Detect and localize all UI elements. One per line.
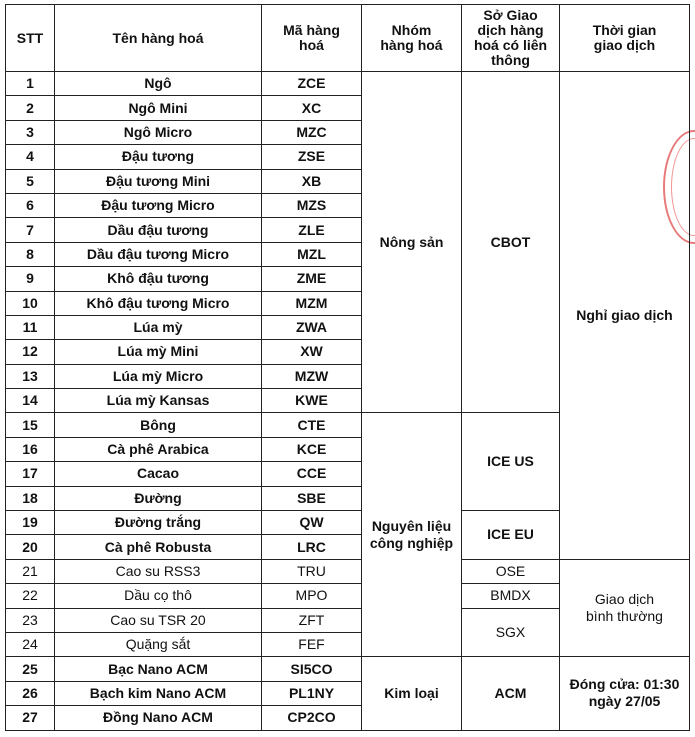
- row-code: QW: [262, 511, 362, 535]
- row-code: KWE: [262, 389, 362, 413]
- row-name: Lúa mỳ: [55, 315, 262, 339]
- header-group: Nhóm hàng hoá: [362, 5, 462, 72]
- row-name: Dầu cọ thô: [55, 584, 262, 608]
- row-stt: 14: [6, 389, 55, 413]
- row-name: Bạc Nano ACM: [55, 657, 262, 681]
- row-code: ZWA: [262, 315, 362, 339]
- row-name: Cao su RSS3: [55, 559, 262, 583]
- time-normal: Giao dịch bình thường: [560, 559, 690, 657]
- time-close: Đóng cửa: 01:30 ngày 27/05: [560, 657, 690, 730]
- row-code: MZM: [262, 291, 362, 315]
- row-code: KCE: [262, 437, 362, 461]
- row-code: ZSE: [262, 145, 362, 169]
- time-suspended: Nghỉ giao dịch: [560, 72, 690, 560]
- row-stt: 7: [6, 218, 55, 242]
- row-code: ZFT: [262, 608, 362, 632]
- row-code: MZW: [262, 364, 362, 388]
- exchange-cbot: CBOT: [462, 72, 560, 413]
- table-row: [6, 72, 690, 96]
- row-name: Cao su TSR 20: [55, 608, 262, 632]
- row-name: Lúa mỳ Kansas: [55, 389, 262, 413]
- row-stt: 25: [6, 657, 55, 681]
- row-stt: 15: [6, 413, 55, 437]
- row-code: ZME: [262, 267, 362, 291]
- row-code: SBE: [262, 486, 362, 510]
- row-name: Đường: [55, 486, 262, 510]
- row-code: ZLE: [262, 218, 362, 242]
- row-stt: 8: [6, 242, 55, 266]
- row-stt: 16: [6, 437, 55, 461]
- row-code: CCE: [262, 462, 362, 486]
- row-code: TRU: [262, 559, 362, 583]
- row-name: Ngô Micro: [55, 120, 262, 144]
- row-stt: 5: [6, 169, 55, 193]
- row-code: MZL: [262, 242, 362, 266]
- row-stt: 23: [6, 608, 55, 632]
- table-row: [6, 559, 690, 583]
- row-name: Cà phê Arabica: [55, 437, 262, 461]
- row-code: LRC: [262, 535, 362, 559]
- row-name: Lúa mỳ Mini: [55, 340, 262, 364]
- header-code: Mã hàng hoá: [262, 5, 362, 72]
- row-stt: 1: [6, 72, 55, 96]
- row-stt: 22: [6, 584, 55, 608]
- row-name: Ngô Mini: [55, 96, 262, 120]
- row-stt: 17: [6, 462, 55, 486]
- row-name: Lúa mỳ Micro: [55, 364, 262, 388]
- row-name: Đường trắng: [55, 511, 262, 535]
- row-name: Bông: [55, 413, 262, 437]
- row-code: SI5CO: [262, 657, 362, 681]
- row-name: Đậu tương: [55, 145, 262, 169]
- group-industrial: Nguyên liệu công nghiệp: [362, 413, 462, 657]
- exchange-sgx: SGX: [462, 608, 560, 657]
- exchange-bmdx: BMDX: [462, 584, 560, 608]
- row-name: Cà phê Robusta: [55, 535, 262, 559]
- row-code: CTE: [262, 413, 362, 437]
- row-stt: 4: [6, 145, 55, 169]
- row-name: Dầu đậu tương Micro: [55, 242, 262, 266]
- row-code: MPO: [262, 584, 362, 608]
- header-stt: STT: [6, 5, 55, 72]
- exchange-ice-us: ICE US: [462, 413, 560, 511]
- group-metal: Kim loại: [362, 657, 462, 730]
- header-row: [6, 5, 690, 72]
- row-stt: 11: [6, 315, 55, 339]
- row-stt: 2: [6, 96, 55, 120]
- row-stt: 18: [6, 486, 55, 510]
- row-code: XW: [262, 340, 362, 364]
- header-exchange: Sở Giao dịch hàng hoá có liên thông: [462, 5, 560, 72]
- row-name: Đậu tương Micro: [55, 193, 262, 217]
- exchange-ose: OSE: [462, 559, 560, 583]
- row-code: ZCE: [262, 72, 362, 96]
- header-name: Tên hàng hoá: [55, 5, 262, 72]
- row-stt: 21: [6, 559, 55, 583]
- row-code: PL1NY: [262, 681, 362, 705]
- exchange-acm: ACM: [462, 657, 560, 730]
- row-name: Cacao: [55, 462, 262, 486]
- row-name: Khô đậu tương Micro: [55, 291, 262, 315]
- row-stt: 27: [6, 706, 55, 730]
- table-row: [6, 657, 690, 681]
- row-name: Đồng Nano ACM: [55, 706, 262, 730]
- row-code: MZC: [262, 120, 362, 144]
- row-name: Bạch kim Nano ACM: [55, 681, 262, 705]
- group-agri: Nông sản: [362, 72, 462, 413]
- row-name: Quặng sắt: [55, 632, 262, 656]
- row-stt: 13: [6, 364, 55, 388]
- row-stt: 26: [6, 681, 55, 705]
- row-name: Khô đậu tương: [55, 267, 262, 291]
- exchange-ice-eu: ICE EU: [462, 511, 560, 560]
- row-code: XC: [262, 96, 362, 120]
- row-code: CP2CO: [262, 706, 362, 730]
- row-stt: 6: [6, 193, 55, 217]
- row-code: XB: [262, 169, 362, 193]
- row-name: Ngô: [55, 72, 262, 96]
- row-stt: 24: [6, 632, 55, 656]
- row-name: Dầu đậu tương: [55, 218, 262, 242]
- row-stt: 3: [6, 120, 55, 144]
- row-stt: 20: [6, 535, 55, 559]
- row-stt: 9: [6, 267, 55, 291]
- header-time: Thời gian giao dịch: [560, 5, 690, 72]
- row-stt: 10: [6, 291, 55, 315]
- row-code: MZS: [262, 193, 362, 217]
- row-stt: 19: [6, 511, 55, 535]
- commodity-table: [5, 4, 690, 731]
- row-code: FEF: [262, 632, 362, 656]
- row-name: Đậu tương Mini: [55, 169, 262, 193]
- row-stt: 12: [6, 340, 55, 364]
